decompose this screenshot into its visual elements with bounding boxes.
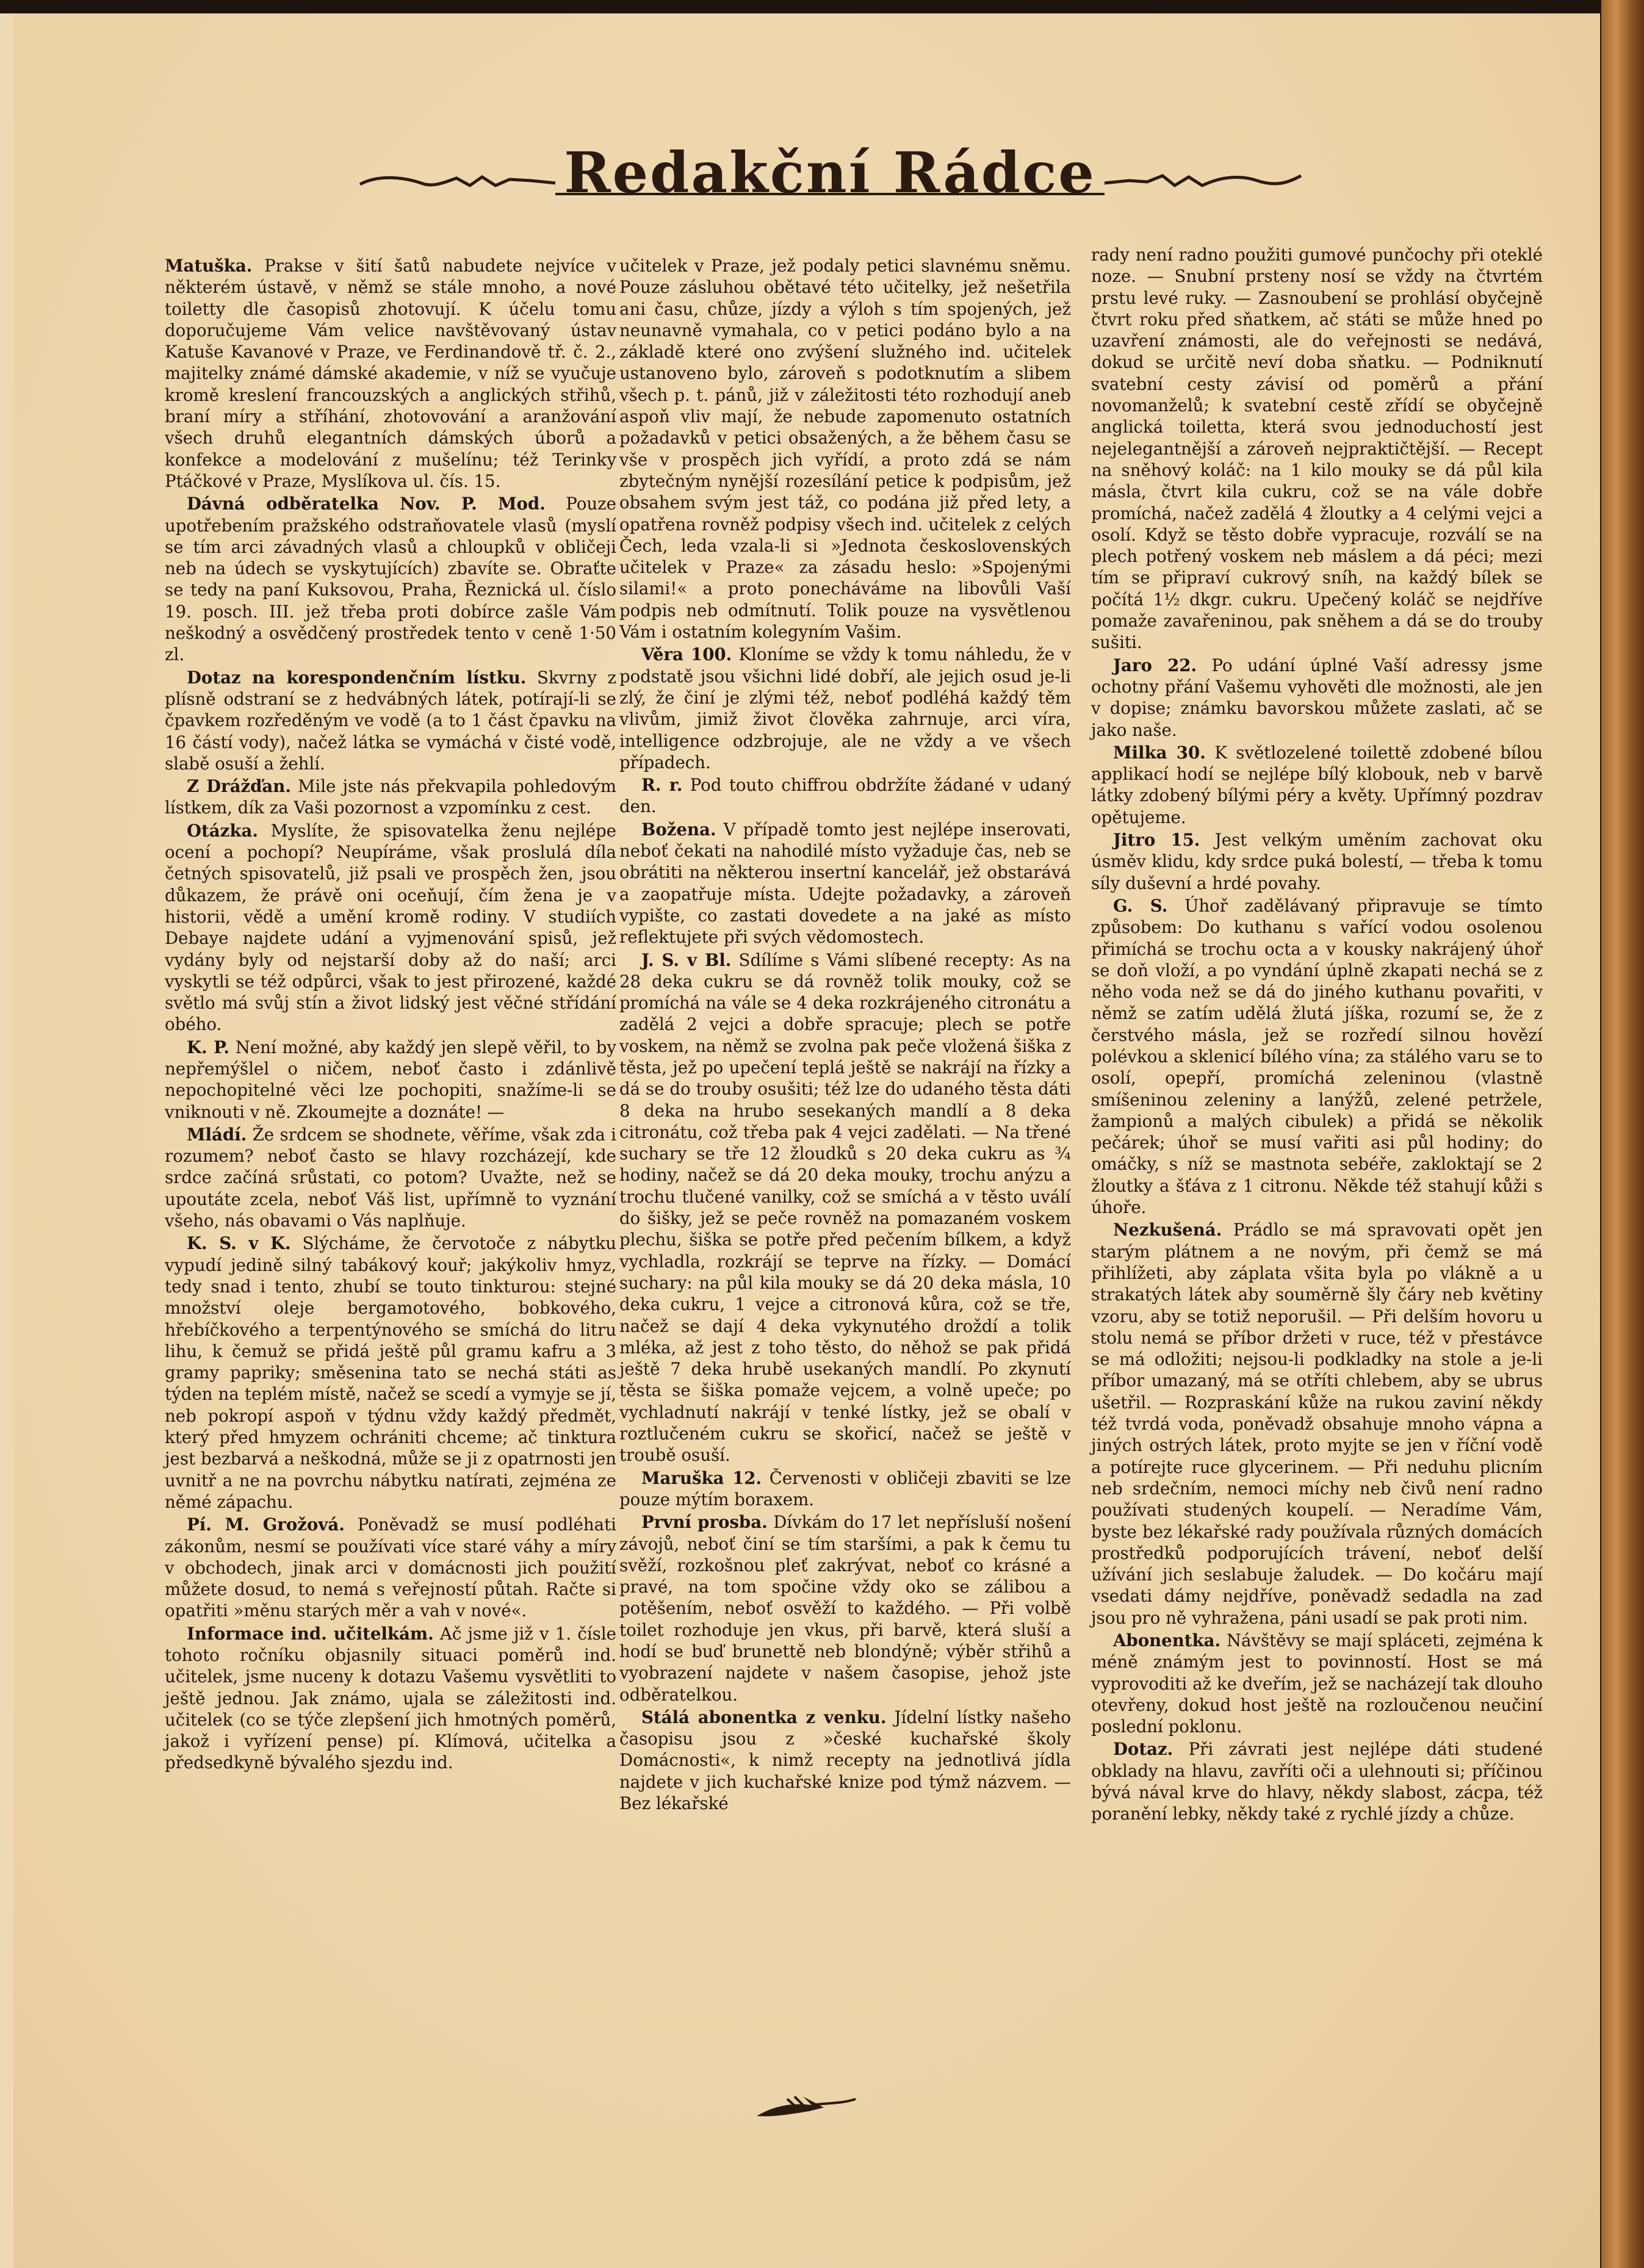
reply-addressee: Z Drážďan. bbox=[187, 776, 291, 797]
reply-entry bbox=[165, 1233, 616, 1513]
reply-addressee: Nezkušená. bbox=[1113, 1220, 1222, 1240]
reply-entry bbox=[619, 1707, 1071, 1814]
reply-text: Ač jsme již v 1. čísle tohoto ročníku objasnily situaci poměrů ind. učitelek, jsme nuceny k dotazu Vašemu vysvětliti to ještě jednou. Jak známo, ujala se záležitosti ind. učitelek (co se týče zlepšení jich hmotných poměrů, jakož i vyřízení pense) pí. Klímová, učitelka a předsedkyně bývalého sjezdu ind. bbox=[165, 1623, 616, 1773]
reply-text: učitelek v Praze, jež podaly petici slavnému sněmu. Pouze zásluhou obětavé této učitelky, jež nešetřila ani času, chůze, jízdy a výloh s tím spojených, jež neunavně vymahala, co v petici podáno bylo a na základě které ono zvýšení služného ind. učitelek ustanoveno bylo, zároveň s podotknutím a slibem všech p. t. pánů, již v záležitosti této rozhodují aneb aspoň vliv mají, že nebude zapomenuto ostatních požadavků v petici obsažených, a že během času se vše v prospěch jich vyřídí, a proto zdá se nám zbytečným nynější rozesílání petice k podpisům, jež obsahem svým jest táž, co podána již před lety, a opatřena rovněž podpisy všech ind. učitelek z celých Čech, leda vzala-li si »Jednota československých učitelek v Praze« za zásadu heslo: »Spojenými silami!« a proto ponecháváme na libovůli Vaší podpis neb odmítnutí. Tolik pouze na vysvětlenou Vám i ostatním kolegyním Vašim. bbox=[619, 256, 1071, 643]
reply-text: Není možné, aby každý jen slepě věřil, to by nepřemýšlel o ničem, neboť často i zdánlivě nepochopitelné věci lze pochopiti, snažíme-li se vniknouti v ně. Zkoumejte a doznáte! — bbox=[165, 1037, 616, 1122]
reply-entry bbox=[165, 776, 616, 819]
column-2 bbox=[619, 255, 1071, 1815]
footer-ornament-icon bbox=[751, 2087, 860, 2123]
reply-addressee: Mládí. bbox=[187, 1124, 247, 1145]
reply-entry bbox=[165, 1514, 616, 1621]
reply-entry bbox=[1091, 1738, 1543, 1824]
book-spine-edge bbox=[1601, 0, 1644, 2268]
reply-text: Dívkám do 17 let nepřísluší nošení závojů, neboť činí se tím staršími, a pak k čemu tu svěží, rozkošnou pleť zakrývat, neboť co krásné a pravé, na tom spočine vždy oko se zálibou a potěšením, neboť osvěží to každého. — Při volbě toilet rozhoduje jen vkus, při barvě, která sluší a hodí se buď brunettě neb blondýně; výběr střihů a vyobrazení najdete v našem časopise, jehož jste odběratelkou. bbox=[619, 1512, 1071, 1705]
column-3 bbox=[1091, 244, 1543, 1826]
reply-addressee: Otázka. bbox=[187, 820, 258, 841]
reply-text: rady není radno použiti gumové punčochy při oteklé noze. — Snubní prsteny nosí se vždy na čtvrtém prstu levé ruky. — Zasnoubení se prohlásí obyčejně čtvrt roku před sňatkem, ač státi se může hned po uzavření známosti, ale do veřejnosti se nedává, dokud se určitě neví doba sňatku. — Podniknutí svatební cesty závisí od poměrů a přání novomanželů; k svatební cestě zřídí se obyčejně anglická toiletta, která svou jednoduchostí jest nejelegantnější a zároveň nejpraktičtější. — Recept na sněhový koláč: na 1 kilo mouky se dá půl kila másla, čtvrt kila cukru, což se na vále dobře promíchá, načež zadělá 4 žloutky a 4 celými vejci a osolí. Když se těsto dobře vypracuje, rozválí se na plech potřený voskem neb máslem a dá péci; mezi tím se připraví cukrový sníh, na každý bílek se počítá 1½ dkgr. cukru. Upečený koláč se nejdříve pomaže zavařeninou, pak sněhem a dá se do trouby sušiti. bbox=[1091, 245, 1543, 653]
page-title: Redakční Rádce bbox=[564, 140, 1096, 206]
reply-entry bbox=[165, 1037, 616, 1123]
reply-addressee: Pí. M. Grožová. bbox=[187, 1514, 345, 1535]
reply-text: Jest velkým uměním zachovat oku úsměv klidu, kdy srdce puká bolestí, — třeba k tomu síly duševní a hrdé povahy. bbox=[1091, 830, 1543, 893]
reply-addressee: Matuška. bbox=[165, 256, 253, 276]
reply-entry bbox=[619, 1467, 1071, 1511]
reply-text: Skvrny z plísně odstraní se z hedvábných látek, potírají-li se čpavkem rozředěným ve vodě (a to 1 část čpavku na 16 částí vody), načež látka se vymáchá v čisté vodě, slabě osuší a žehlí. bbox=[165, 667, 616, 774]
reply-entry bbox=[619, 819, 1071, 948]
reply-addressee: K. P. bbox=[187, 1037, 229, 1057]
column-1 bbox=[165, 255, 616, 1775]
reply-addressee: J. S. v Bl. bbox=[641, 949, 732, 970]
reply-text: Sdílíme s Vámi slíbené recepty: As na 28 deka cukru se dá rovněž tolik mouky, což se promíchá na vále se 4 deka rozkrájeného citronátu a zadělá 2 vejci a dobře spracuje; plech se potře voskem, na němž se zvolna pak peče vložená šiška z těsta, jež po upečení teplá ještě se nakrájí na řízky a dá se do trouby osušiti; též lze do udaného těsta dáti 8 deka na hrubo sesekaných mandlí a 8 deka citronátu, což třeba pak 4 vejci zadělati. — Na třené suchary se tře 12 žloudků s 20 deka cukru as ¾ hodiny, načež se dá 20 deka mouky, trochu anýzu a trochu tlučené vanilky, což se smíchá a v těsto uválí do šišky, jež se peče rovněž na pomazaném voskem plechu, šiška se potře před pečením bílkem, a když vychladla, rozkrájí se teprve na řízky. — Domácí suchary: na půl kila mouky se dá 20 deka másla, 10 deka cukru, 1 vejce a citronová kůra, což se tře, načež se dají 4 deka vykynutého droždí a tolik mléka, až jest z toho těsto, do něhož se pak přidá ještě 7 deka hrubě usekaných mandlí. Po zkynutí těsta se šiška pomaže vejcem, a volně upeče; po vychladnutí nakrájí v tenké lístky, jež se obalí v roztlučeném cukru se skořicí, načež se ještě v troubě osuší. bbox=[619, 949, 1071, 1466]
reply-addressee: Dávná odběratelka Nov. P. Mod. bbox=[187, 494, 546, 514]
reply-entry bbox=[619, 1511, 1071, 1705]
reply-entry bbox=[1091, 1219, 1543, 1629]
reply-entry bbox=[165, 1124, 616, 1231]
reply-text: Návštěvy se mají spláceti, zejména k méně známým jest to povinností. Host se má vyprovoditi až ke dveřím, jež se nacházejí tak dlouho otevřeny, dokud host ještě na rozloučenou neučiní poslední poklonu. bbox=[1091, 1630, 1543, 1737]
reply-text: Mile jste nás překvapila pohledovým lístkem, dík za Vaši pozornost a vzpomínku z cest. bbox=[165, 776, 617, 818]
reply-entry bbox=[619, 949, 1071, 1466]
top-border bbox=[0, 0, 1644, 13]
reply-text: Poněvadž se musí podléhati zákonům, nesmí se používati více staré váhy a míry v obchodech, jinak arci v domácnosti jich použití můžete dosud, to nemá s veřejností půtah. Račte si opatřiti »měnu starých měr a vah v nové«. bbox=[165, 1514, 616, 1621]
reply-text: Prakse v šití šatů nabudete nejvíce v některém ústavě, v němž se stále mnoho, a nové toiletty dle časopisů zhotovují. K účelu tomu doporučujeme Vám velice navštěvovaný ústav Katuše Kavanové v Praze, ve Ferdinandově tř. č. 2., majitelky známé dámské akademie, v níž se vyučuje kromě kreslení francouzských a anglických střihů, braní míry a stříhání, zhotovování a aranžování všech druhů elegantních dámských úborů a konfekce a modelování z mušelínu; též Terinky Ptáčkové v Praze, Myslíkova ul. čís. 15. bbox=[165, 256, 616, 491]
reply-entry bbox=[165, 667, 616, 774]
reply-text: Prádlo se má spravovati opět jen starým plátnem a ne novým, při čemž se má přihlížeti, aby záplata všita byla po vlákně a u strakatých látek aby souměrně šly čáry neb květiny vzoru, aby se totiž neporušil. — Při delším hovoru u stolu nemá se příbor držeti v ruce, též v přestávce se má odložiti; nejsou-li podkladky na stole a je-li příbor umazaný, má se otříti chlebem, aby se ubrus ušetřil. — Rozpraskání kůže na rukou zaviní někdy též tvrdá voda, poněvadž obsahuje mnoho vápna a jiných ostrých látek, proto myjte se jen v říční vodě a potírejte ruce glycerinem. — Při neduhu plicním neb srdečním, nemoci míchy neb čivů není radno používati studených koupelí. — Neradíme Vám, byste bez lékařské rady používala různých domácích prostředků podporujících trávení, neboť delší užívání jich seslabuje žaludek. — Do kočáru mají vsedati dámy nejdříve, poněvadž sedadla na zad jsou pro ně vyhražena, páni usadí se pak proti nim. bbox=[1091, 1220, 1543, 1628]
reply-text: K světlozelené toilettě zdobené bílou applikací hodí se nejlépe bílý klobouk, neb v barvě látky zdobený bílými péry a květy. Upřímný pozdrav opětujeme. bbox=[1091, 742, 1543, 827]
reply-text: Po udání úplné Vaší adressy jsme ochotny přání Vašemu vyhověti dle možnosti, ale jen v dopise; známku bavorskou můžete zaslati, ač se jako naše. bbox=[1091, 655, 1543, 740]
reply-addressee: Dotaz. bbox=[1113, 1739, 1174, 1760]
reply-addressee: Informace ind. učitelkám. bbox=[187, 1623, 434, 1644]
reply-text: Jídelní lístky našeho časopisu jsou z »české kuchařské školy Domácnosti«, k nimž recepty na jednotlivá jídla najdete v jich kuchařské knize pod týmž názvem. — Bez lékařské bbox=[619, 1707, 1071, 1814]
reply-text: Pouze upotřebením pražského odstraňovatele vlasů (myslí se tím arci závadných vlasů a chloupků v obličeji neb na údech se vyskytujících) zbavíte se. Obraťte se tedy na paní Kuksovou, Praha, Řeznická ul. číslo 19. posch. III. jež třeba proti dobírce zašle Vám neškodný a osvědčený prostředek tento v ceně 1·50 zl. bbox=[165, 494, 616, 665]
reply-entry bbox=[619, 255, 1071, 643]
reply-entry bbox=[165, 820, 616, 1035]
reply-entry bbox=[619, 644, 1071, 773]
reply-addressee: K. S. v K. bbox=[187, 1233, 291, 1254]
reply-entry bbox=[1091, 742, 1543, 828]
reply-addressee: Jitro 15. bbox=[1113, 830, 1200, 851]
reply-text: Pod touto chiffrou obdržíte žádané v udaný den. bbox=[619, 775, 1071, 817]
reply-text: Slýcháme, že červotoče z nábytku vypudí jedině silný tabákový kouř; jakýkoliv hmyz, tedy snad i tento, zhubí se touto tinkturou: stejné množství oleje bergamotového, bobkového, hřebíčkového a terpentýnového se smíchá do litru lihu, k čemuž se přidá ještě půl gramu kafru a 3 gramy papriky; směsenina tato se nechá státi as týden na teplém místě, načež se scedí a vymyje se jí, neb pokropí aspoň v týdnu vždy každý předmět, který před hmyzem ochrániti chceme; ač tinktura jest bezbarvá a neškodná, může se ji z opatrnosti jen uvnitř a ne na povrchu nábytku natírati, zejména ze němé zápachu. bbox=[165, 1233, 616, 1512]
reply-entry bbox=[165, 255, 616, 492]
reply-text: Při závrati jest nejlépe dáti studené obklady na hlavu, zavříti oči a ulehnouti si; příčinou bývá nával krve do hlavy, někdy slabost, zácpa, též poranění lebky, někdy také z rychlé jízdy a chůze. bbox=[1091, 1739, 1543, 1824]
page-header bbox=[354, 139, 1306, 212]
reply-entry bbox=[1091, 1630, 1543, 1737]
reply-entry bbox=[1091, 895, 1543, 1218]
reply-text: Kloníme se vždy k tomu náhledu, že v podstatě jsou všichni lidé dobří, ale jejich osud je-li zlý, že činí je zlými též, neboť podléhá každý těm vlivům, jimiž život člověka zahrnuje, arci víra, intelligence odzbrojuje, ale ne vždy a ve všech případech. bbox=[619, 644, 1071, 772]
reply-text: Úhoř zadělávaný připravuje se tímto způsobem: Do kuthanu s vařící vodou osolenou přimíchá se trochu octa a v kousky nakrájený úhoř se doň vloží, a po vyndání úplně zkapati nechá se z něho voda než se dá do jiného kuthanu povařiti, v němž se zatím udělá žlutá jíška, rozumí se, že z čerstvého másla, jež se rozředí silnou hovězí polévkou a sklenicí bílého vína; za stálého varu se to osolí, opepří, promíchá zeleninou (vlastně smíšeninou zeleniny a lanýžů, zelené petržele, žampionů a malých cibulek) a přidá se několik pečárek; úhoř se musí vařiti asi půl hodiny; do omáčky, s níž se mastnota sebéře, zakloktají se 2 žloutky a šťáva z 1 citronu. Někde též stahují kůži s úhoře. bbox=[1091, 895, 1543, 1218]
reply-text: Že srdcem se shodnete, věříme, však zda i rozumem? neboť často se hlavy rozcházejí, kde srdce začíná srůstati, co potom? Uvažte, než se upoutáte zcela, neboť Váš list, upřímně to vyznání všeho, nás obavami o Vás naplňuje. bbox=[165, 1124, 616, 1231]
reply-text: Myslíte, že spisovatelka ženu nejlépe ocení a pochopí? Neupíráme, však proslulá díla četných spisovatelů, již psali ve prospěch žen, jsou důkazem, že právě oni oceňují, čím žena je v historii, vědě a umění kromě rodiny. V studiích Debaye najdete udání a vyjmenování spisů, jež vydány byly od nejstarší doby až do naší; arci vyskytli se též odpůrci, však to jest přirozené, každé světlo má svůj stín a život lidský jest věčné střídání obého. bbox=[165, 820, 616, 1035]
reply-addressee: Jaro 22. bbox=[1113, 655, 1197, 675]
reply-addressee: Věra 100. bbox=[641, 644, 732, 665]
reply-entry bbox=[1091, 829, 1543, 894]
reply-entry bbox=[165, 493, 616, 665]
reply-addressee: Abonentka. bbox=[1113, 1630, 1221, 1651]
reply-text: V případě tomto jest nejlépe inserovati, neboť čekati na nahodilé místo vyžaduje čas, neb se obrátiti na některou insertní kancelář, jež obstarává a zaopatřuje místa. Udejte požadavky, a zároveň vypište, co zastati dovedete a na jaké as místo reflektujete při svých vědomostech. bbox=[619, 819, 1071, 948]
reply-addressee: První prosba. bbox=[641, 1512, 768, 1533]
reply-addressee: R. r. bbox=[641, 775, 683, 796]
reply-addressee: G. S. bbox=[1113, 895, 1168, 916]
reply-addressee: Božena. bbox=[641, 819, 716, 840]
reply-entry bbox=[619, 774, 1071, 818]
reply-addressee: Stálá abonentka z venku. bbox=[641, 1707, 887, 1727]
reply-entry bbox=[1091, 244, 1543, 653]
reply-addressee: Dotaz na korespondenčním lístku. bbox=[187, 667, 527, 688]
reply-addressee: Milka 30. bbox=[1113, 742, 1206, 763]
reply-entry bbox=[165, 1623, 616, 1774]
reply-addressee: Maruška 12. bbox=[641, 1467, 762, 1488]
reply-entry bbox=[1091, 655, 1543, 741]
reply-text: Červenosti v obličeji zbaviti se lze pouze mýtím boraxem. bbox=[619, 1467, 1071, 1510]
